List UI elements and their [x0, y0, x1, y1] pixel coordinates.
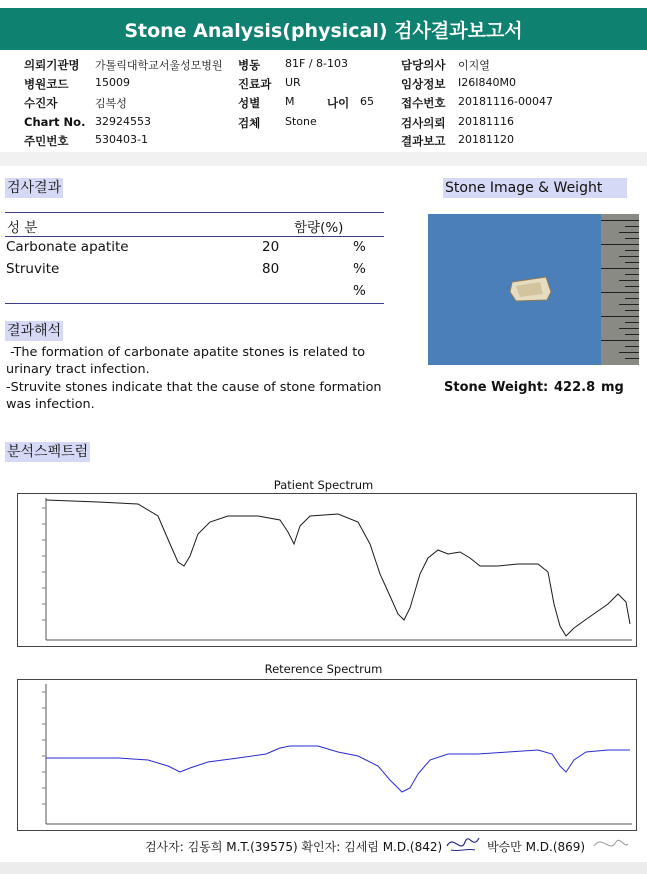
patient-info [0, 52, 647, 152]
component-cell: Struvite [6, 261, 60, 277]
info-value: 20181120 [458, 133, 514, 146]
signature-mark-2 [590, 830, 630, 858]
stone-shape [428, 214, 639, 365]
info-value: 김복성 [95, 97, 127, 110]
reference-spectrum-title: Reterence Spectrum [264, 662, 383, 676]
info-label: 진료과 [238, 77, 272, 91]
footer-signatures: 검사자: 김동희 M.T.(39575) 확인자: 김세림 M.D.(842) [145, 840, 443, 854]
info-label: 병원코드 [24, 77, 69, 91]
footer-band [0, 862, 647, 874]
info-value: 이지열 [458, 59, 490, 72]
info-value: 15009 [95, 76, 130, 89]
age-value: 65 [360, 95, 374, 108]
col-component-header: 성 분 [7, 220, 38, 236]
patient-spectrum-plot [17, 493, 637, 647]
info-label: 검사의뢰 [401, 116, 446, 130]
table-header-rule [5, 236, 384, 237]
age-label: 나이 [327, 96, 350, 110]
title-bar [0, 0, 647, 58]
info-label: Chart No. [24, 115, 86, 129]
interpretation-line: -The formation of carbonate apatite stones is related to [6, 345, 366, 360]
unit-cell: % [353, 261, 366, 277]
info-value: 530403-1 [95, 133, 148, 146]
signature-mark [443, 828, 483, 858]
info-value: 20181116 [458, 115, 514, 128]
unit-cell: % [353, 283, 366, 299]
reference-spectrum-svg [18, 680, 636, 830]
amount-cell: 80 [262, 261, 280, 277]
interpretation-line: -Struvite stones indicate that the cause of stone formation [6, 380, 382, 395]
info-value: Stone [285, 115, 317, 128]
info-label: 접수번호 [401, 96, 446, 110]
stone-heading: Stone Image & Weight [443, 178, 627, 198]
info-label: 임상정보 [401, 77, 446, 91]
info-value: 가톨릭대학교서울성모병원 [95, 59, 223, 72]
unit-cell: % [353, 239, 366, 255]
results-heading: 검사결과 [7, 180, 62, 196]
patient-spectrum-title: Patient Spectrum [273, 478, 374, 492]
info-value: 20181116-00047 [458, 95, 553, 108]
info-label: 담당의사 [401, 58, 446, 72]
reference-spectrum-plot [17, 679, 637, 831]
info-value: 81F / 8-103 [285, 57, 348, 70]
info-label: 검체 [238, 116, 261, 130]
component-cell: Carbonate apatite [6, 239, 129, 255]
patient-spectrum-svg [18, 494, 636, 646]
spectrum-heading: 분석스펙트럼 [7, 444, 89, 460]
interpretation-line: urinary tract infection. [6, 362, 150, 377]
info-label: 수진자 [24, 96, 58, 110]
info-value: I26I840M0 [458, 76, 516, 89]
weight-value: 422.8 [554, 380, 596, 395]
info-label: 결과보고 [401, 134, 446, 148]
stone-photo [428, 214, 639, 365]
col-amount-header: 함량(%) [294, 220, 344, 236]
table-top-rule [5, 212, 384, 213]
info-label: 병동 [238, 58, 261, 72]
info-value: M [285, 95, 295, 108]
interpretation-line: was infection. [6, 397, 95, 412]
footer-signature-2: 박승만 M.D.(869) [487, 840, 586, 854]
info-label: 주민번호 [24, 134, 69, 148]
weight-unit: mg [601, 380, 624, 395]
table-bottom-rule [5, 303, 384, 304]
info-value: UR [285, 76, 301, 89]
report-title: Stone Analysis(physical) 검사결과보고서 [0, 8, 647, 50]
weight-label: Stone Weight: [444, 380, 549, 395]
interpretation-heading: 결과해석 [7, 323, 62, 339]
divider [0, 152, 647, 166]
info-label: 의뢰기관명 [24, 58, 80, 72]
amount-cell: 20 [262, 239, 280, 255]
info-value: 32924553 [95, 115, 151, 128]
info-label: 성별 [238, 96, 261, 110]
